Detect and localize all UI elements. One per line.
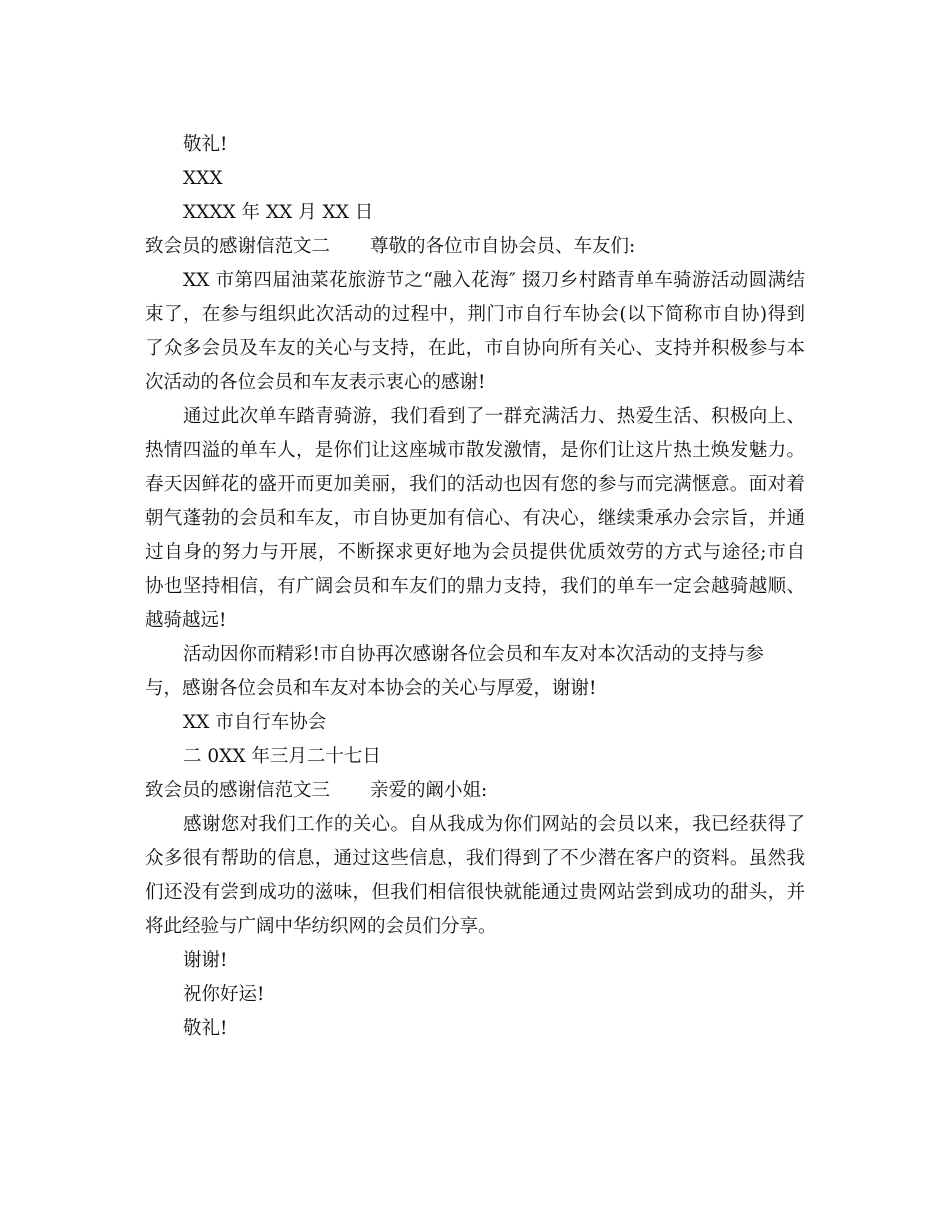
signer-top: XXX — [183, 168, 223, 189]
letter3-heading — [145, 774, 805, 808]
letter2-p2-line: 热情四溢的单车人，是你们让这座城市散发激情，是你们让这片热土焕发魅力。 — [145, 440, 805, 461]
letter3-p1-line: 将此经验与广阔中华纺织网的会员们分享。 — [145, 916, 497, 937]
date-top: XXXX 年 XX 月 XX 日 — [183, 202, 374, 223]
letter2-p2-line: 过自身的努力与开展，不断探求更好地为会员提供优质效劳的方式与途径;市自 — [145, 542, 805, 563]
letter3-closing: 敬礼! — [183, 1018, 228, 1039]
letter2-p2-line: 朝气蓬勃的会员和车友，市自协更加有信心、有决心，继续秉承办会宗旨，并通 — [145, 508, 805, 529]
letter2-p1-line: 次活动的各位会员和车友表示衷心的感谢! — [145, 372, 486, 393]
document-page — [145, 128, 805, 1046]
letter2-p2-line: 越骑越远! — [145, 610, 227, 631]
letter2-title: 致会员的感谢信范文二 — [145, 236, 331, 257]
letter2-p2-line: 春天因鲜花的盛开而更加美丽，我们的活动也因有您的参与而完满惬意。面对着 — [145, 474, 805, 495]
letter2-p2-line: 协也坚持相信，有广阔会员和车友们的鼎力支持，我们的单车一定会越骑越顺、 — [145, 576, 805, 597]
letter2-p3-line: 与，感谢各位会员和车友对本协会的关心与厚爱，谢谢! — [145, 678, 597, 699]
letter3-wish: 祝你好运! — [183, 984, 265, 1005]
letter3-title: 致会员的感谢信范文三 — [145, 780, 331, 801]
letter3-p1-line: 感谢您对我们工作的关心。自从我成为你们网站的会员以来，我已经获得了 — [183, 814, 805, 835]
closing-top: 敬礼! — [183, 134, 228, 155]
letter3-salutation: 亲爱的阚小姐: — [370, 780, 488, 801]
letter2-date: 二 0XX 年三月二十七日 — [183, 746, 381, 767]
letter2-salutation: 尊敬的各位市自协会员、车友们: — [370, 236, 636, 257]
letter2-signer: XX 市自行车协会 — [183, 712, 327, 733]
letter2-heading — [145, 230, 805, 264]
letter3-thanks: 谢谢! — [183, 950, 228, 971]
letter3-p1-line: 众多很有帮助的信息，通过这些信息，我们得到了不少潜在客户的资料。虽然我 — [145, 848, 805, 869]
letter2-p3-line: 活动因你而精彩!市自协再次感谢各位会员和车友对本次活动的支持与参 — [183, 644, 764, 665]
letter2-p1-line: 了众多会员及车友的关心与支持，在此，市自协向所有关心、支持并积极参与本 — [145, 338, 805, 359]
letter2-p2-line: 通过此次单车踏青骑游，我们看到了一群充满活力、热爱生活、积极向上、 — [183, 406, 805, 427]
letter2-p1-line: XX 市第四届油菜花旅游节之“融入花海″ 掇刀乡村踏青单车骑游活动圆满结 — [183, 270, 805, 291]
letter2-p1-line: 束了，在参与组织此次活动的过程中，荆门市自行车协会(以下简称市自协)得到 — [145, 304, 805, 325]
letter3-p1-line: 们还没有尝到成功的滋味，但我们相信很快就能通过贵网站尝到成功的甜头，并 — [145, 882, 805, 903]
